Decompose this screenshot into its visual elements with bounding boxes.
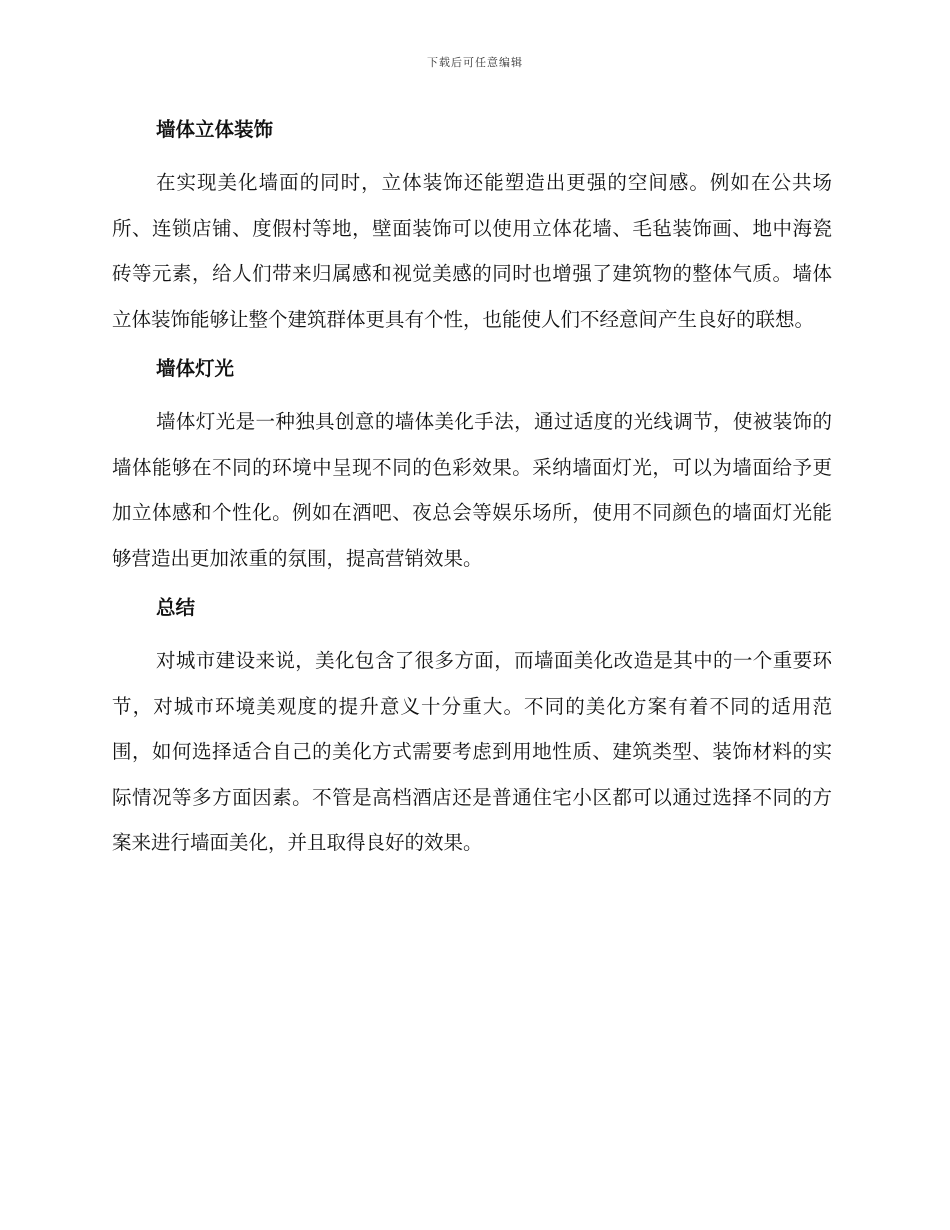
document-body [112, 110, 832, 873]
section-paragraph: 在实现美化墙面的同时，立体装饰还能塑造出更强的空间感。例如在公共场所、连锁店铺、度假村等地，壁面装饰可以使用立体花墙、毛毡装饰画、地中海瓷砖等元素，给人们带来归属感和视觉美感的同时也增强了建筑物的整体气质。墙体立体装饰能够让整个建筑群体更具有个性，也能使人们不经意间产生良好的联想。 [112, 171, 832, 331]
section-paragraph: 对城市建设来说，美化包含了很多方面，而墙面美化改造是其中的一个重要环节，对城市环境美观度的提升意义十分重大。不同的美化方案有着不同的适用范围，如何选择适合自己的美化方式需要考虑到用地性质、建筑类型、装饰材料的实际情况等多方面因素。不管是高档酒店还是普通住宅小区都可以通过选择不同的方案来进行墙面美化，并且取得良好的效果。 [112, 649, 832, 854]
section-heading: 总结 [156, 596, 196, 619]
page-header: 下载后可任意编辑 [427, 56, 523, 69]
section-heading: 墙体灯光 [156, 357, 235, 380]
section-summary [112, 588, 832, 866]
section-wall-lighting [112, 349, 832, 581]
section-paragraph: 墙体灯光是一种独具创意的墙体美化手法，通过适度的光线调节，使被装饰的墙体能够在不同的环境中呈现不同的色彩效果。采纳墙面灯光，可以为墙面给予更加立体感和个性化。例如在酒吧、夜总会等娱乐场所，使用不同颜色的墙面灯光能够营造出更加浓重的氛围，提高营销效果。 [112, 410, 832, 570]
section-heading: 墙体立体装饰 [156, 118, 274, 141]
section-wall-3d-decoration [112, 110, 832, 342]
